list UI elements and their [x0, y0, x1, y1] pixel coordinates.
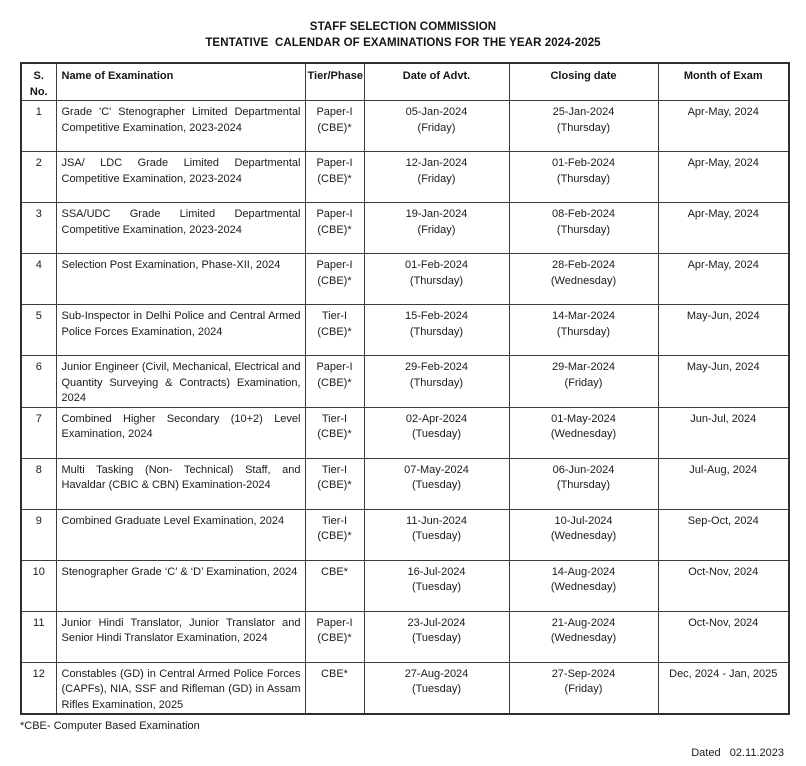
page-title: STAFF SELECTION COMMISSION — [309, 21, 497, 33]
closing-date-cell-line: 28-Feb-2024 — [552, 259, 615, 271]
closing-date-cell — [509, 203, 658, 254]
closing-date-cell-line: (Wednesday) — [550, 530, 617, 542]
tier-phase-cell-line: Paper-I — [316, 616, 353, 629]
advt-date-cell-line: (Tuesday) — [411, 581, 462, 593]
closing-date-cell-line: 27-Sep-2024 — [551, 667, 616, 680]
closing-date-cell — [509, 458, 658, 509]
tier-phase-cell-line: CBE* — [321, 667, 348, 680]
s-no-cell-line: 1 — [35, 106, 42, 118]
exam-name-cell-line: Multi Tasking (Non- Technical) Staff, and Havaldar (CBIC & CBN) Examination-2024 — [61, 463, 301, 491]
month-of-exam-cell — [658, 407, 789, 458]
closing-date-cell-line: 29-Mar-2024 — [552, 361, 615, 373]
table-row — [21, 152, 789, 203]
exam-name-cell-line: JSA/ LDC Grade Limited Departmental Competitive Examination, 2023-2024 — [61, 157, 301, 185]
closing-date-cell — [509, 611, 658, 662]
closing-date-cell-line: (Thursday) — [556, 223, 611, 236]
exam-name-cell — [56, 101, 305, 152]
closing-date-cell-line: (Friday) — [564, 683, 603, 695]
table-row — [21, 407, 789, 458]
s-no-cell — [21, 203, 56, 254]
exam-calendar-table — [20, 62, 790, 715]
tier-phase-cell-line: (CBE)* — [317, 121, 352, 134]
advt-date-cell-line: (Friday) — [417, 172, 456, 185]
closing-date-cell — [509, 509, 658, 560]
month-of-exam-cell — [658, 509, 789, 560]
closing-date-cell-line: 14-Aug-2024 — [551, 565, 616, 578]
closing-date-cell-line: (Thursday) — [556, 121, 611, 134]
advt-date-cell — [364, 458, 509, 509]
table-row — [21, 611, 789, 662]
month-of-exam-cell — [658, 254, 789, 305]
exam-name-cell-line: Junior Engineer (Civil, Mechanical, Electrical and Quantity Surveying & Contracts) Examination, 2024 — [61, 361, 301, 404]
tier-phase-cell — [305, 611, 364, 662]
closing-date-cell-line: 14-Mar-2024 — [552, 310, 615, 322]
advt-date-cell-line: 23-Jul-2024 — [407, 616, 466, 629]
tier-phase-cell-line: (CBE)* — [317, 632, 352, 644]
s-no-cell — [21, 356, 56, 408]
month-of-exam-cell — [658, 356, 789, 408]
advt-date-cell-line: (Tuesday) — [411, 632, 462, 644]
s-no-cell-line: 10 — [32, 565, 45, 578]
exam-name-cell — [56, 356, 305, 408]
exam-name-cell-line: Grade 'C' Stenographer Limited Departmental Competitive Examination, 2023-2024 — [61, 106, 301, 134]
closing-date-cell-line: (Friday) — [564, 376, 603, 389]
month-of-exam-cell — [658, 152, 789, 203]
s-no-cell — [21, 458, 56, 509]
table-row — [21, 356, 789, 408]
table-row — [21, 662, 789, 714]
table-row — [21, 203, 789, 254]
advt-date-cell — [364, 662, 509, 714]
exam-name-cell-line: Selection Post Examination, Phase-XII, 2024 — [61, 259, 281, 271]
header-date-of-advt: Date of Advt. — [364, 63, 509, 101]
month-of-exam-cell-line: Sep-Oct, 2024 — [687, 514, 759, 527]
exam-name-cell-line: Combined Higher Secondary (10+2) Level Examination, 2024 — [61, 412, 301, 440]
advt-date-cell-line: (Thursday) — [409, 274, 464, 287]
cbe-footnote: *CBE- Computer Based Examination — [20, 720, 200, 732]
s-no-cell-line: 7 — [35, 412, 42, 425]
table-row — [21, 509, 789, 560]
tier-phase-cell-line: (CBE)* — [317, 274, 352, 287]
closing-date-cell-line: 08-Feb-2024 — [552, 208, 615, 220]
s-no-cell — [21, 101, 56, 152]
tier-phase-cell — [305, 203, 364, 254]
month-of-exam-cell-line: Jun-Jul, 2024 — [690, 412, 757, 425]
month-of-exam-cell — [658, 560, 789, 611]
tier-phase-cell-line: Paper-I — [316, 208, 353, 220]
closing-date-cell-line: (Wednesday) — [550, 632, 617, 644]
month-of-exam-cell-line: Jul-Aug, 2024 — [689, 463, 758, 476]
exam-name-cell — [56, 254, 305, 305]
advt-date-cell-line: (Tuesday) — [411, 428, 462, 440]
closing-date-cell — [509, 356, 658, 408]
exam-name-cell — [56, 458, 305, 509]
advt-date-cell — [364, 101, 509, 152]
tier-phase-cell — [305, 356, 364, 408]
s-no-cell-line: 6 — [35, 361, 42, 373]
tier-phase-cell-line: (CBE)* — [317, 223, 352, 236]
exam-name-cell — [56, 611, 305, 662]
exam-name-cell — [56, 509, 305, 560]
s-no-cell — [21, 509, 56, 560]
month-of-exam-cell-line: Apr-May, 2024 — [687, 157, 759, 169]
header-name-of-examination: Name of Examination — [56, 63, 305, 101]
closing-date-cell-line: 01-May-2024 — [551, 412, 616, 425]
advt-date-cell-line: (Tuesday) — [411, 479, 462, 491]
closing-date-cell — [509, 101, 658, 152]
tier-phase-cell-line: (CBE)* — [317, 172, 352, 185]
closing-date-cell-line: 01-Feb-2024 — [552, 157, 615, 169]
closing-date-cell-line: (Wednesday) — [550, 581, 617, 593]
month-of-exam-cell — [658, 305, 789, 356]
tier-phase-cell — [305, 560, 364, 611]
tier-phase-cell-line: (CBE)* — [317, 428, 352, 440]
table-row — [21, 305, 789, 356]
month-of-exam-cell-line: Oct-Nov, 2024 — [688, 565, 759, 578]
tier-phase-cell-line: Paper-I — [316, 361, 353, 373]
advt-date-cell — [364, 356, 509, 408]
tier-phase-cell — [305, 662, 364, 714]
closing-date-cell — [509, 305, 658, 356]
exam-name-cell-line: Constables (GD) in Central Armed Police Forces (CAPFs), NIA, SSF and Rifleman (GD) in Assam Rifles Examination, 2025 — [61, 667, 301, 711]
tier-phase-cell — [305, 101, 364, 152]
closing-date-cell-line: (Thursday) — [556, 172, 611, 185]
s-no-cell — [21, 662, 56, 714]
dated-label: Dated 02.11.2023 — [691, 747, 784, 759]
header-tier-phase: Tier/Phase — [305, 63, 364, 101]
exam-name-cell — [56, 305, 305, 356]
table-header-row — [21, 63, 789, 101]
table-row — [21, 560, 789, 611]
advt-date-cell-line: (Friday) — [417, 223, 456, 236]
exam-name-cell-line: Stenographer Grade ‘C’ & ‘D’ Examination, 2024 — [61, 565, 298, 578]
month-of-exam-cell-line: Apr-May, 2024 — [687, 208, 759, 220]
advt-date-cell — [364, 203, 509, 254]
advt-date-cell — [364, 407, 509, 458]
tier-phase-cell — [305, 407, 364, 458]
advt-date-cell-line: (Friday) — [417, 121, 456, 134]
tier-phase-cell — [305, 458, 364, 509]
closing-date-cell-line: (Wednesday) — [550, 428, 617, 440]
s-no-cell — [21, 305, 56, 356]
tier-phase-cell-line: (CBE)* — [317, 530, 352, 542]
tier-phase-cell-line: (CBE)* — [317, 325, 352, 338]
exam-name-cell-line: Sub-Inspector in Delhi Police and Central Armed Police Forces Examination, 2024 — [61, 310, 301, 338]
exam-name-cell-line: Junior Hindi Translator, Junior Translator and Senior Hindi Translator Examination, 2024 — [61, 616, 301, 644]
tier-phase-cell-line: CBE* — [321, 565, 348, 578]
page-subtitle: TENTATIVE CALENDAR OF EXAMINATIONS FOR THE YEAR 2024-2025 — [205, 37, 601, 49]
month-of-exam-cell — [658, 662, 789, 714]
advt-date-cell — [364, 509, 509, 560]
closing-date-cell — [509, 560, 658, 611]
month-of-exam-cell-line: Apr-May, 2024 — [687, 106, 759, 118]
s-no-cell — [21, 407, 56, 458]
month-of-exam-cell-line: Dec, 2024 - Jan, 2025 — [669, 667, 778, 680]
s-no-cell-line: 2 — [35, 157, 42, 169]
advt-date-cell-line: (Thursday) — [409, 376, 464, 389]
advt-date-cell — [364, 254, 509, 305]
month-of-exam-cell — [658, 203, 789, 254]
tier-phase-cell — [305, 152, 364, 203]
closing-date-cell — [509, 254, 658, 305]
exam-name-cell — [56, 407, 305, 458]
closing-date-cell — [509, 662, 658, 714]
closing-date-cell-line: 21-Aug-2024 — [551, 616, 616, 629]
tier-phase-cell-line: (CBE)* — [317, 479, 352, 491]
tier-phase-cell-line: Tier-I — [321, 514, 348, 527]
s-no-cell — [21, 560, 56, 611]
closing-date-cell — [509, 152, 658, 203]
exam-name-cell — [56, 152, 305, 203]
table-row — [21, 101, 789, 152]
table-row — [21, 458, 789, 509]
closing-date-cell-line: 10-Jul-2024 — [554, 514, 613, 527]
advt-date-cell-line: 07-May-2024 — [404, 463, 469, 476]
advt-date-cell — [364, 560, 509, 611]
month-of-exam-cell-line: May-Jun, 2024 — [686, 361, 760, 373]
advt-date-cell-line: 12-Jan-2024 — [405, 157, 468, 169]
document-header — [0, 0, 806, 49]
advt-date-cell-line: (Tuesday) — [411, 530, 462, 542]
s-no-cell-line: 12 — [32, 667, 45, 680]
tier-phase-cell-line: Tier-I — [321, 463, 348, 476]
s-no-cell — [21, 254, 56, 305]
s-no-cell-line: 5 — [35, 310, 42, 322]
s-no-cell-line: 9 — [35, 514, 42, 527]
s-no-cell-line: 8 — [35, 463, 42, 476]
tier-phase-cell-line: Tier-I — [321, 310, 348, 322]
s-no-cell — [21, 152, 56, 203]
tier-phase-cell-line: (CBE)* — [317, 376, 352, 389]
s-no-cell — [21, 611, 56, 662]
tier-phase-cell — [305, 509, 364, 560]
closing-date-cell-line: 06-Jun-2024 — [552, 463, 615, 476]
s-no-cell-line: 11 — [33, 616, 45, 629]
advt-date-cell-line: (Thursday) — [409, 325, 464, 338]
advt-date-cell-line: 05-Jan-2024 — [405, 106, 468, 118]
closing-date-cell-line: 25-Jan-2024 — [552, 106, 615, 118]
closing-date-cell-line: (Thursday) — [556, 479, 611, 491]
advt-date-cell-line: 11-Jun-2024 — [406, 514, 467, 527]
month-of-exam-cell — [658, 458, 789, 509]
exam-name-cell-line: SSA/UDC Grade Limited Departmental Competitive Examination, 2023-2024 — [61, 208, 301, 236]
tier-phase-cell-line: Paper-I — [316, 157, 353, 169]
closing-date-cell-line: (Wednesday) — [550, 274, 617, 287]
tier-phase-cell-line: Paper-I — [316, 106, 353, 118]
tier-phase-cell — [305, 254, 364, 305]
header-month-of-exam: Month of Exam — [658, 63, 789, 101]
tier-phase-cell-line: Tier-I — [321, 412, 348, 425]
month-of-exam-cell — [658, 611, 789, 662]
header-closing-date: Closing date — [509, 63, 658, 101]
advt-date-cell-line: 15-Feb-2024 — [405, 310, 468, 322]
s-no-cell-line: 4 — [35, 259, 42, 271]
exam-table-body — [21, 101, 789, 715]
advt-date-cell-line: 02-Apr-2024 — [405, 412, 468, 425]
exam-name-cell — [56, 560, 305, 611]
exam-name-cell — [56, 203, 305, 254]
tier-phase-cell-line: Paper-I — [316, 259, 353, 271]
month-of-exam-cell-line: May-Jun, 2024 — [686, 310, 760, 322]
month-of-exam-cell-line: Apr-May, 2024 — [687, 259, 759, 271]
advt-date-cell — [364, 305, 509, 356]
month-of-exam-cell — [658, 101, 789, 152]
advt-date-cell-line: 01-Feb-2024 — [405, 259, 468, 271]
exam-name-cell — [56, 662, 305, 714]
tier-phase-cell — [305, 305, 364, 356]
header-s-no: S. No. — [21, 63, 56, 101]
advt-date-cell-line: (Tuesday) — [411, 683, 462, 695]
table-row — [21, 254, 789, 305]
month-of-exam-cell-line: Oct-Nov, 2024 — [688, 616, 759, 629]
closing-date-cell — [509, 407, 658, 458]
advt-date-cell — [364, 152, 509, 203]
s-no-cell-line: 3 — [35, 208, 42, 220]
advt-date-cell-line: 29-Feb-2024 — [405, 361, 468, 373]
advt-date-cell-line: 16-Jul-2024 — [407, 565, 466, 578]
advt-date-cell-line: 27-Aug-2024 — [404, 667, 469, 680]
closing-date-cell-line: (Thursday) — [556, 325, 611, 338]
advt-date-cell-line: 19-Jan-2024 — [405, 208, 468, 220]
exam-name-cell-line: Combined Graduate Level Examination, 2024 — [61, 514, 285, 527]
advt-date-cell — [364, 611, 509, 662]
